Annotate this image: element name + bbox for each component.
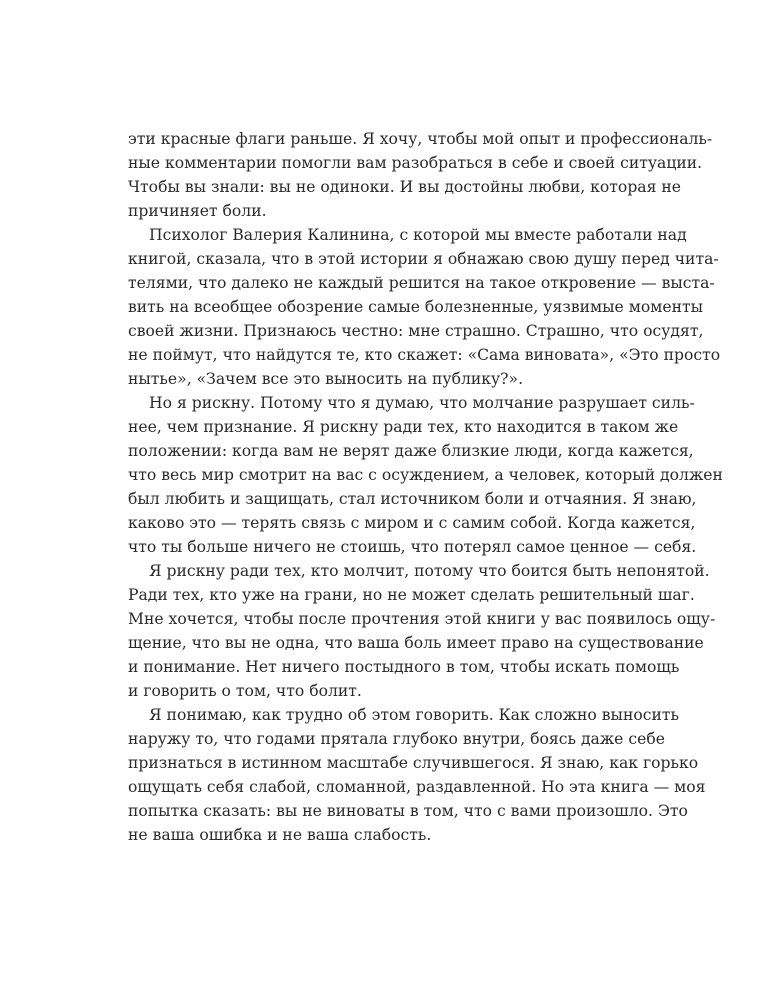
text-line: каково это — терять связь с миром и с самим собой. Когда кажется, bbox=[128, 514, 696, 532]
text-line: Ради тех, кто уже на грани, но не может сделать решительный шаг. bbox=[128, 586, 695, 604]
text-line: был любить и защищать, стал источником боли и отчаяния. Я знаю, bbox=[128, 490, 697, 508]
text-line: ощущать себя слабой, сломанной, раздавленной. Но эта книга — моя bbox=[128, 778, 706, 796]
text-line: и говорить о том, что болит. bbox=[128, 682, 362, 700]
text-line: телями, что далеко не каждый решится на такое откровение — выста- bbox=[128, 274, 715, 292]
text-line: Я рискну ради тех, кто молчит, потому что боится быть непонятой. bbox=[149, 562, 710, 580]
text-line: нытье», «Зачем все это выносить на публику?». bbox=[128, 370, 524, 388]
text-line: и понимание. Нет ничего постыдного в том, чтобы искать помощь bbox=[128, 658, 680, 676]
text-line: не поймут, что найдутся те, кто скажет: «Сама виновата», «Это просто bbox=[128, 346, 721, 364]
text-line: щение, что вы не одна, что ваша боль имеет право на существование bbox=[128, 634, 704, 652]
text-line: что ты больше ничего не стоишь, что потерял самое ценное — себя. bbox=[128, 538, 697, 556]
text-line: не ваша ошибка и не ваша слабость. bbox=[128, 826, 432, 844]
text-line: Но я рискну. Потому что я думаю, что молчание разрушает силь- bbox=[149, 394, 695, 412]
paragraph bbox=[128, 127, 713, 223]
paragraph bbox=[128, 559, 716, 703]
paragraph bbox=[128, 223, 721, 391]
text-line: Психолог Валерия Калинина, с которой мы вместе работали над bbox=[149, 226, 687, 244]
text-line: Чтобы вы знали: вы не одиноки. И вы достойны любви, которая не bbox=[128, 178, 682, 196]
text-line: попытка сказать: вы не виноваты в том, что с вами произошло. Это bbox=[128, 802, 688, 820]
paragraph bbox=[128, 703, 706, 847]
text-line: признаться в истинном масштабе случившегося. Я знаю, как горько bbox=[128, 754, 699, 772]
text-line: положении: когда вам не верят даже близкие люди, когда кажется, bbox=[128, 442, 694, 460]
text-line: Я понимаю, как трудно об этом говорить. Как сложно выносить bbox=[149, 706, 679, 724]
page-body-text bbox=[128, 127, 723, 847]
text-line: наружу то, что годами прятала глубоко внутри, боясь даже себе bbox=[128, 730, 665, 748]
text-line: ные комментарии помогли вам разобраться в себе и своей ситуации. bbox=[128, 154, 703, 172]
paragraph bbox=[128, 391, 723, 559]
text-line: книгой, сказала, что в этой истории я обнажаю свою душу перед чита- bbox=[128, 250, 719, 268]
text-line: эти красные флаги раньше. Я хочу, чтобы мой опыт и профессиональ- bbox=[128, 130, 713, 148]
text-line: причиняет боли. bbox=[128, 202, 267, 220]
text-line: вить на всеобщее обозрение самые болезненные, уязвимые моменты bbox=[128, 298, 704, 316]
text-line: Мне хочется, чтобы после прочтения этой книги у вас появилось ощу- bbox=[128, 610, 716, 628]
text-line: своей жизни. Признаюсь честно: мне страшно. Страшно, что осудят, bbox=[128, 322, 704, 340]
text-line: нее, чем признание. Я рискну ради тех, кто находится в таком же bbox=[128, 418, 679, 436]
text-line: что весь мир смотрит на вас с осуждением, а человек, который должен bbox=[128, 466, 723, 484]
